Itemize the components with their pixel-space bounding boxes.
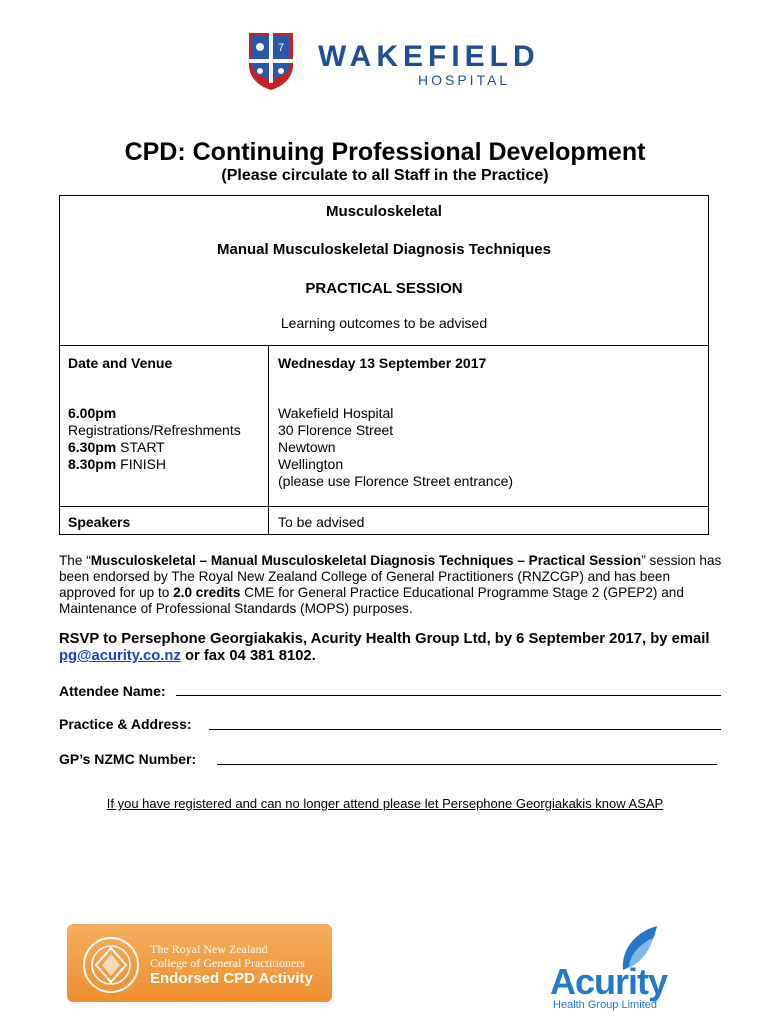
- time-finish: 8.30pm: [68, 456, 117, 472]
- rsvp-email-link[interactable]: pg@acurity.co.nz: [59, 648, 181, 664]
- attendee-name-field[interactable]: [176, 695, 721, 696]
- badge-college-line2: College of General Practitioners: [150, 956, 305, 970]
- speakers-value: To be advised: [278, 514, 365, 530]
- box-divider: [59, 345, 709, 346]
- attendee-name-label: Attendee Name:: [59, 683, 166, 699]
- box-divider: [59, 506, 709, 507]
- wordmark-hospital: HOSPITAL: [418, 72, 511, 88]
- venue-line: (please use Florence Street entrance): [278, 473, 514, 489]
- schedule-times: [68, 405, 241, 473]
- hospital-crest-icon: [249, 33, 293, 90]
- date-venue-label: Date and Venue: [68, 355, 173, 371]
- page-subtitle: (Please circulate to all Staff in the Practice): [221, 167, 549, 184]
- practice-address-label: Practice & Address:: [59, 716, 192, 732]
- venue-address: [278, 405, 513, 490]
- box-column-divider: [268, 345, 269, 535]
- endorsement-paragraph: [59, 553, 729, 617]
- nzmc-number-field[interactable]: [217, 764, 717, 765]
- acurity-subtitle: Health Group Limited: [553, 999, 657, 1011]
- endorsement-text: CME for General Practice Educational Programme Stage 2 (GPEP2) and Maintenance of Professional Standards (MOPS) purposes.: [59, 585, 684, 616]
- acurity-wordmark: Acurity: [550, 961, 668, 1002]
- time-start-registration: 6.00pm: [68, 405, 117, 421]
- topic-heading: Musculoskeletal: [326, 203, 442, 220]
- start-label: START: [116, 439, 165, 455]
- practice-address-field[interactable]: [209, 729, 721, 730]
- registration-label: Registrations/Refreshments: [68, 422, 241, 438]
- speakers-label: Speakers: [68, 514, 131, 530]
- cancellation-notice: If you have registered and can no longer attend please let Persephone Georgiakakis know ASAP: [106, 796, 664, 811]
- time-start: 6.30pm: [68, 439, 117, 455]
- rsvp-text: RSVP to Persephone Georgiakakis, Acurity Health Group Ltd, by 6 September 2017, by email: [59, 631, 710, 647]
- venue-line: Newtown: [278, 439, 336, 455]
- endorsement-text: The “: [59, 553, 91, 568]
- venue-line: 30 Florence Street: [278, 422, 394, 438]
- course-heading: Manual Musculoskeletal Diagnosis Techniques: [217, 241, 551, 258]
- venue-line: Wellington: [278, 456, 344, 472]
- finish-label: FINISH: [116, 456, 167, 472]
- badge-endorsed-label: Endorsed CPD Activity: [150, 970, 313, 987]
- rsvp-paragraph: [59, 631, 739, 665]
- endorsement-credits: 2.0 credits: [173, 585, 241, 600]
- page-title: CPD: Continuing Professional Development: [124, 138, 646, 166]
- wordmark-wakefield: WAKEFIELD: [318, 40, 540, 73]
- badge-college-line1: The Royal New Zealand: [150, 942, 268, 956]
- svg-text:7: 7: [278, 42, 285, 54]
- date-value: Wednesday 13 September 2017: [278, 355, 487, 371]
- venue-line: Wakefield Hospital: [278, 405, 394, 421]
- endorsement-text: ” session has been endorsed by The Royal New Zealand College of General Practitioners (RNZCGP) and has been approved for up to: [59, 553, 722, 600]
- session-heading: PRACTICAL SESSION: [305, 280, 463, 297]
- endorsement-course-name: Musculoskeletal – Manual Musculoskeletal Diagnosis Techniques – Practical Session: [90, 553, 642, 568]
- nzmc-number-label: GP’s NZMC Number:: [59, 751, 197, 767]
- college-emblem-icon: [78, 935, 144, 995]
- learning-outcomes: Learning outcomes to be advised: [280, 315, 488, 331]
- rsvp-text: or fax 04 381 8102.: [180, 648, 316, 664]
